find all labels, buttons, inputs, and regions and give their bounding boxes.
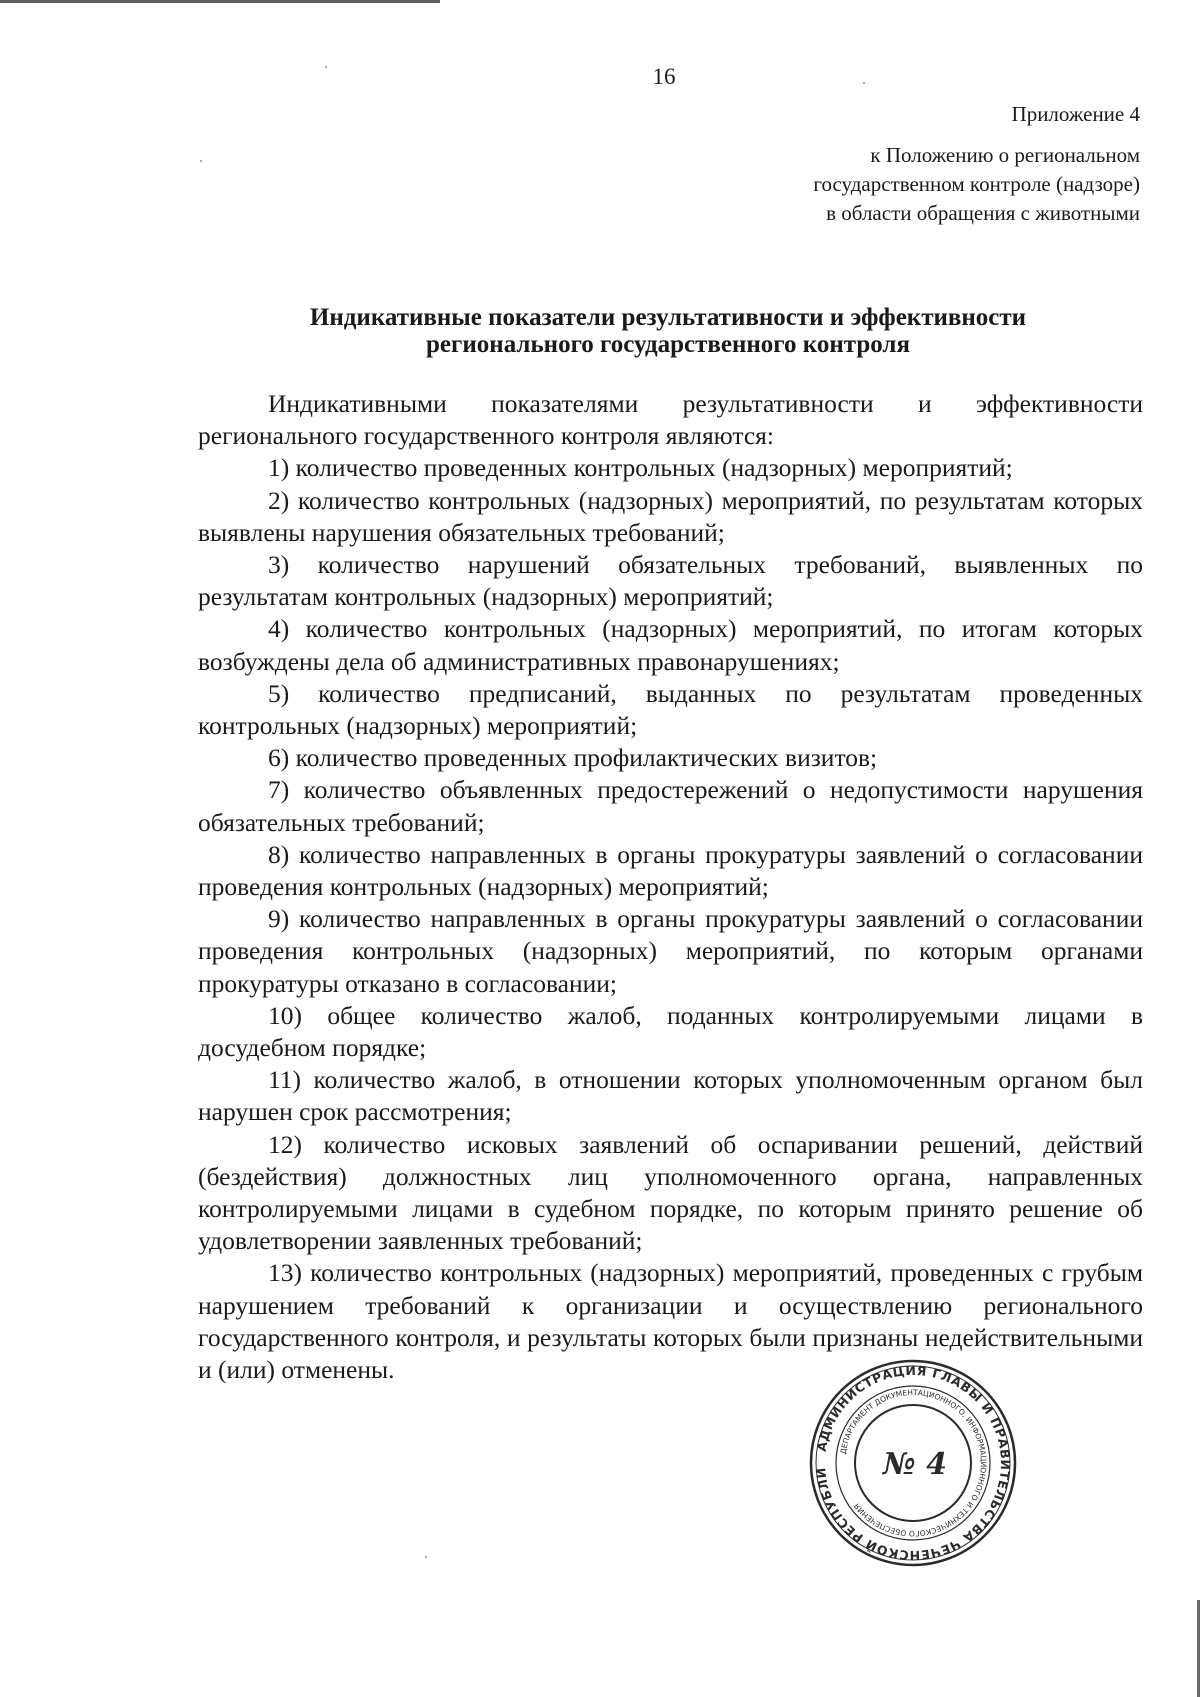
scan-edge-top	[0, 0, 440, 3]
indicator-item: 11) количество жалоб, в отношении которых уполномоченным органом был нарушен срок рассмотрения;	[198, 1065, 1143, 1127]
appendix-line-3: в области обращения с животными	[826, 201, 1140, 225]
seal-graphic	[808, 1358, 1018, 1568]
indicator-item: 4) количество контрольных (надзорных) мероприятий, по итогам которых возбуждены дела об административных правонарушениях;	[198, 614, 1143, 676]
indicator-item: 13) количество контрольных (надзорных) мероприятий, проведенных с грубым нарушением требований к организации и осуществлению регионального государственного контроля, и результаты которых были признаны недействительными и (или) отменены.	[198, 1258, 1143, 1385]
seal-outer-text: АДМИНИСТРАЦИЯ ГЛАВЫ И ПРАВИТЕЛЬСТВА ЧЕЧЕНСКОЙ РЕСПУБЛИ	[812, 1362, 1014, 1564]
indicator-item: 1) количество проведенных контрольных (надзорных) мероприятий;	[268, 453, 1013, 483]
appendix-block	[813, 100, 1140, 228]
indicator-item: 2) количество контрольных (надзорных) мероприятий, по результатам которых выявлены нарушения обязательных требований;	[198, 485, 1143, 547]
indicator-item: 3) количество нарушений обязательных требований, выявленных по результатам контрольных (надзорных) мероприятий;	[198, 550, 1143, 612]
seal-inner-text: ДЕПАРТАМЕНТ ДОКУМЕНТАЦИОННОГО, ИНФОРМАЦИОННОГО И ТЕХНИЧЕСКОГО ОБЕСПЕЧЕНИЯ	[838, 1387, 989, 1539]
scan-speck	[200, 160, 202, 162]
intro-paragraph: Индикативными показателями результативности и эффективности регионального государственного контроля являются:	[198, 389, 1143, 451]
appendix-line-1: к Положению о региональном	[870, 143, 1140, 167]
body-text	[198, 388, 1143, 1386]
page-number: 16	[652, 64, 676, 89]
seal-number: № 4	[883, 1447, 947, 1482]
document-title-line-1: Индикативные показатели результативности и эффективности	[309, 304, 1027, 331]
indicator-item: 12) количество исковых заявлений об оспаривании решений, действий (бездействия) должностных лиц уполномоченного органа, направленных контролируемыми лицами в судебном порядке, по которым принято решение об удовлетворении заявленных требований;	[198, 1129, 1143, 1256]
appendix-line-2: государственном контроле (надзоре)	[813, 172, 1140, 196]
official-seal	[808, 1358, 1018, 1568]
indicator-item: 7) количество объявленных предостережений о недопустимости нарушения обязательных требований;	[198, 775, 1143, 837]
indicator-item: 10) общее количество жалоб, поданных контролируемыми лицами в досудебном порядке;	[198, 1000, 1143, 1063]
indicator-item: 9) количество направленных в органы прокуратуры заявлений о согласовании проведения контрольных (надзорных) мероприятий, по которым органами прокуратуры отказано в согласовании;	[198, 904, 1143, 998]
indicator-item: 5) количество предписаний, выданных по результатам проведенных контрольных (надзорных) мероприятий;	[198, 678, 1143, 741]
indicator-item: 6) количество проведенных профилактических визитов;	[268, 743, 878, 773]
document-title-line-2: регионального государственного контроля	[426, 331, 910, 358]
document-title	[0, 304, 1200, 358]
appendix-title: Приложение 4	[1011, 102, 1140, 126]
indicator-item: 8) количество направленных в органы прокуратуры заявлений о согласовании проведения контрольных (надзорных) мероприятий;	[198, 839, 1143, 902]
scan-speck	[425, 1556, 427, 1558]
